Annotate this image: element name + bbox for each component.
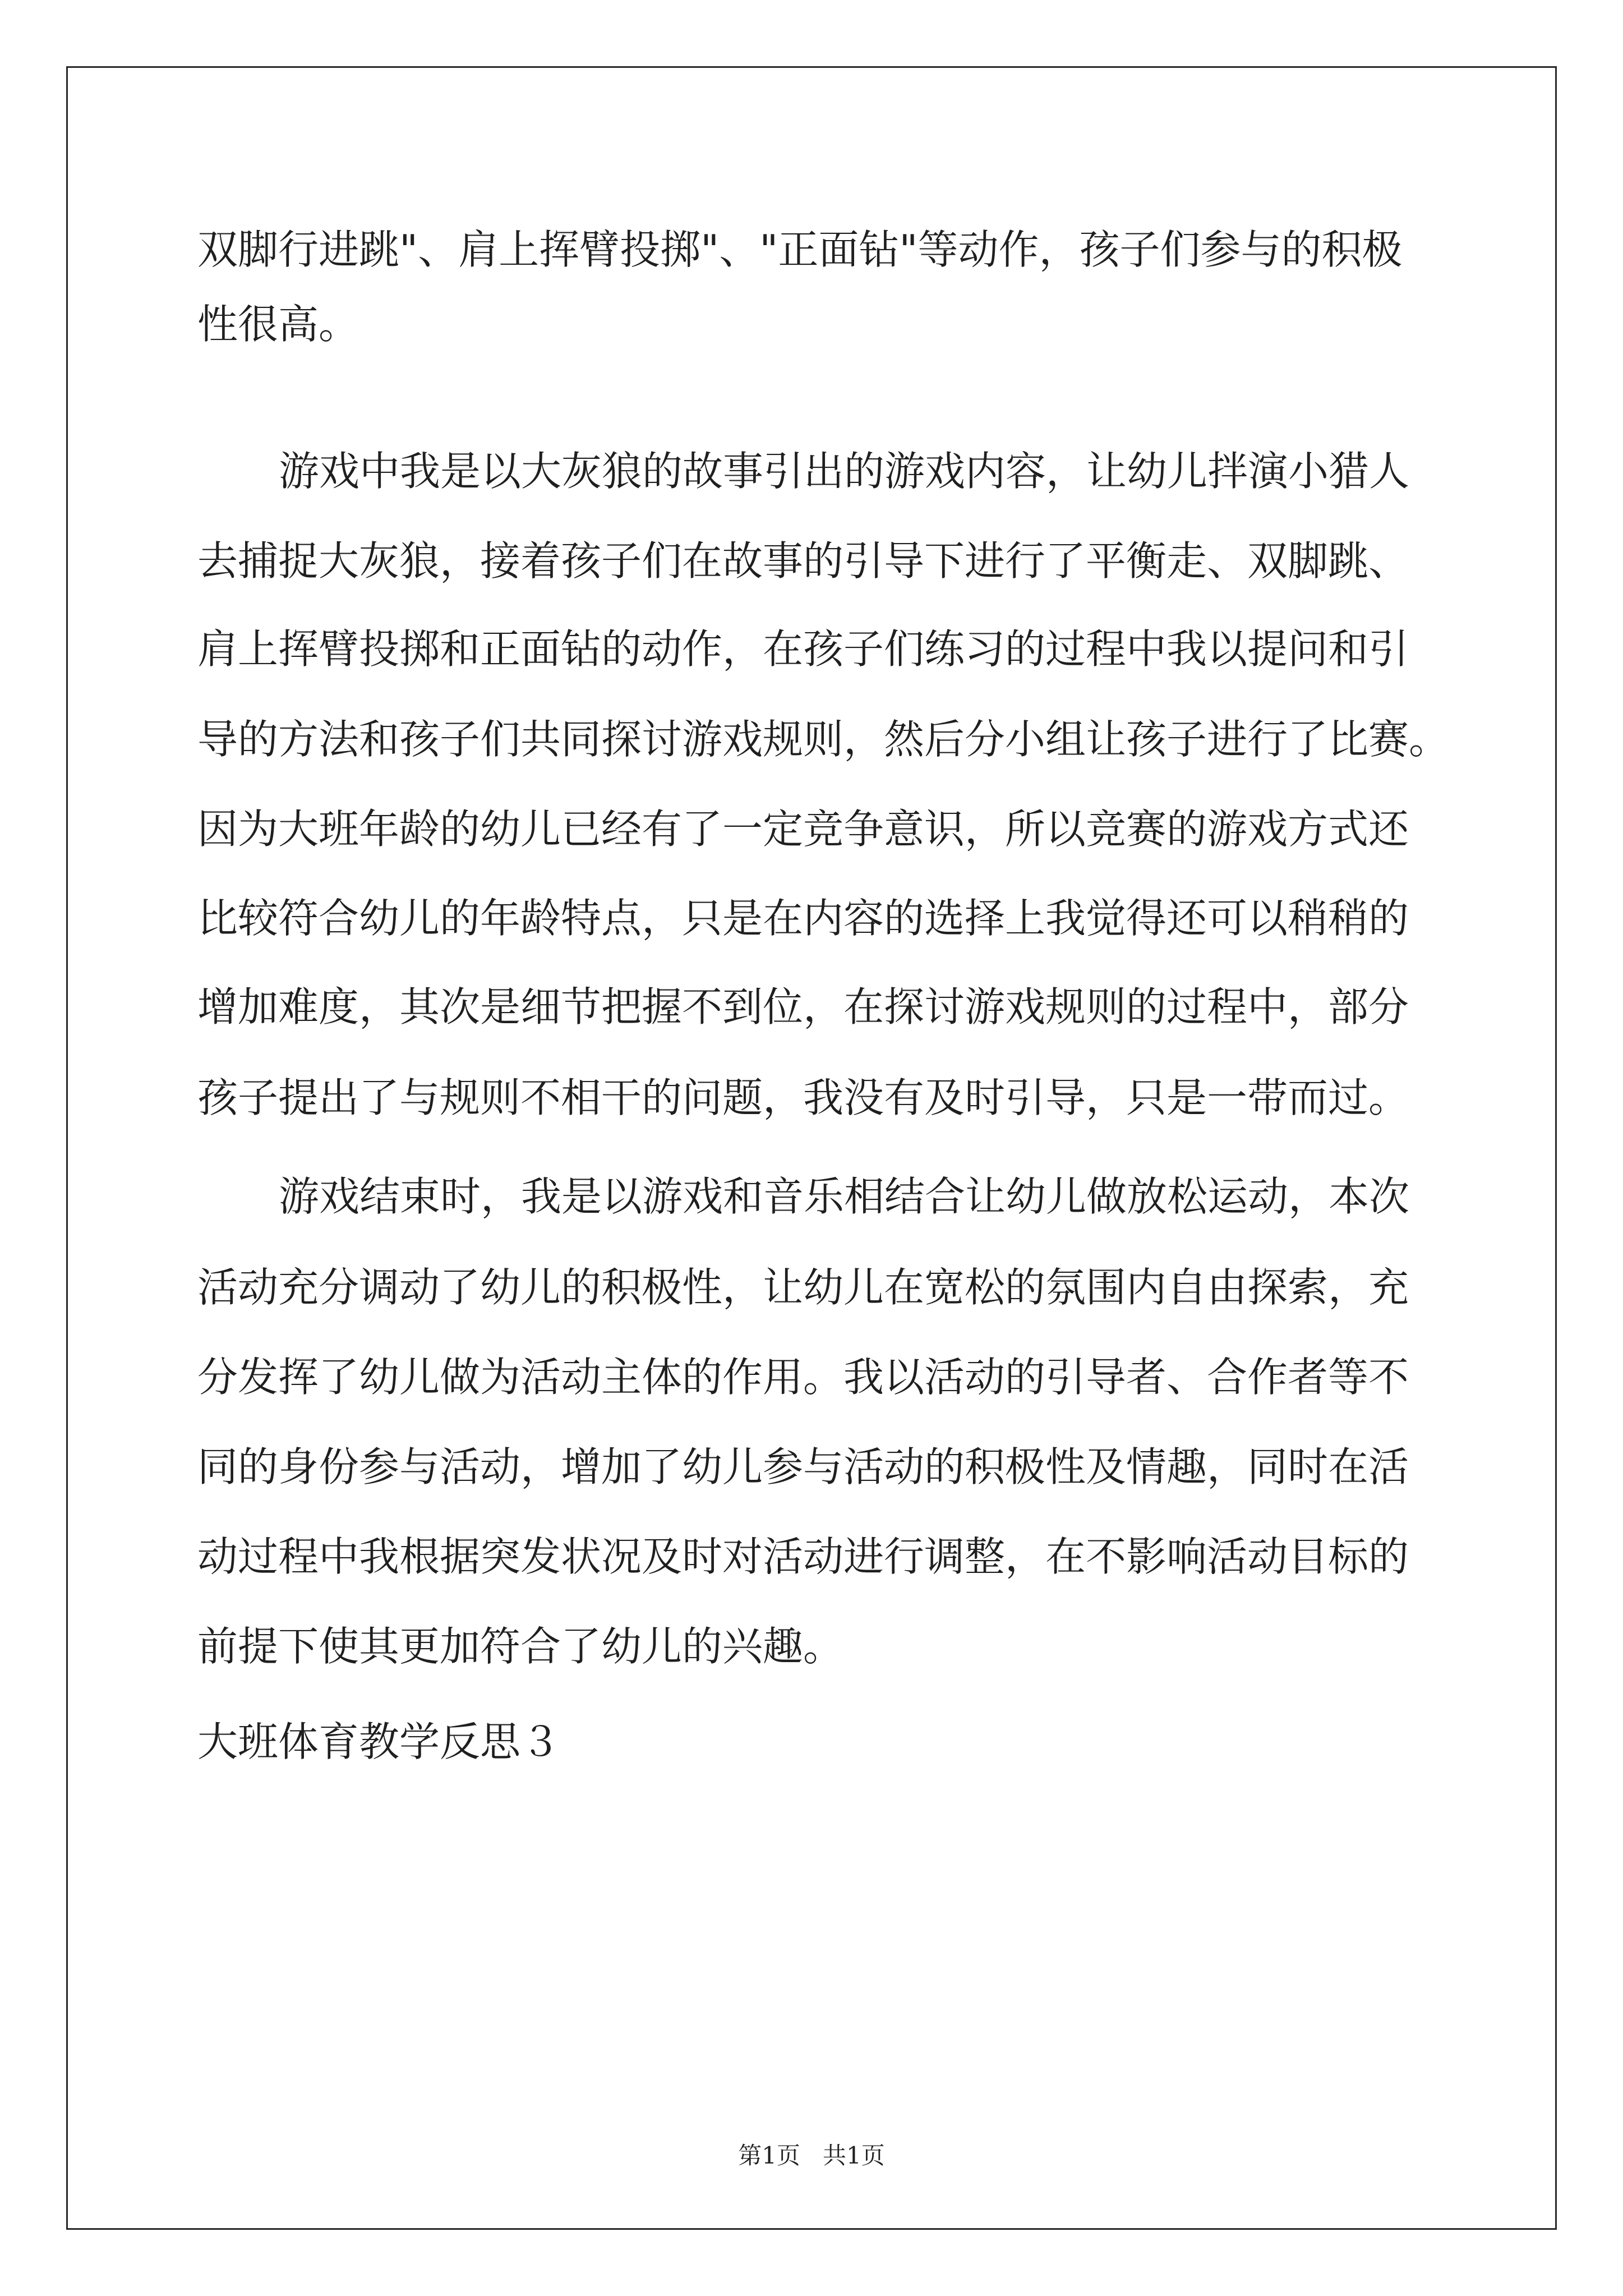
page-border (66, 66, 1557, 2230)
paragraph-line: 前提下使其更加符合了幼儿的兴趣。 (197, 1623, 844, 1670)
paragraph-line: 同的身份参与活动，增加了幼儿参与活动的积极性及情趣，同时在活 (197, 1443, 1409, 1490)
paragraph-line: 去捕捉大灰狼，接着孩子们在故事的引导下进行了平衡走、双脚跳、 (197, 537, 1409, 585)
paragraph-line: 游戏结束时，我是以游戏和音乐相结合让幼儿做放松运动，本次 (279, 1173, 1410, 1220)
paragraph-line: 动过程中我根据突发状况及时对活动进行调整，在不影响活动目标的 (197, 1533, 1409, 1580)
paragraph-line: 因为大班年龄的幼儿已经有了一定竞争意识，所以竞赛的游戏方式还 (197, 806, 1409, 853)
paragraph-line: 游戏中我是以大灰狼的故事引出的游戏内容，让幼儿拌演小猎人 (279, 448, 1410, 495)
section-heading: 大班体育教学反思３ (197, 1718, 561, 1765)
paragraph-line: 活动充分调动了幼儿的积极性，让幼儿在宽松的氛围内自由探索，充 (197, 1264, 1409, 1311)
paragraph-line: 比较符合幼儿的年龄特点，只是在内容的选择上我觉得还可以稍稍的 (197, 895, 1409, 942)
paragraph-line: 性很高。 (197, 301, 359, 348)
paragraph-line: 增加难度，其次是细节把握不到位，在探讨游戏规则的过程中，部分 (197, 983, 1409, 1030)
paragraph-line: 肩上挥臂投掷和正面钻的动作，在孩子们练习的过程中我以提问和引 (197, 625, 1409, 673)
paragraph-line: 导的方法和孩子们共同探讨游戏规则，然后分小组让孩子进行了比赛。 (197, 716, 1450, 763)
paragraph-line: 分发挥了幼儿做为活动主体的作用。我以活动的引导者、合作者等不 (197, 1354, 1409, 1401)
paragraph-line: 双脚行进跳"、肩上挥臂投掷"、"正面钻"等动作，孩子们参与的积极 (197, 226, 1403, 273)
page-footer: 第1页 共1页 (738, 2142, 885, 2169)
paragraph-line: 孩子提出了与规则不相干的问题，我没有及时引导，只是一带而过。 (197, 1074, 1409, 1121)
